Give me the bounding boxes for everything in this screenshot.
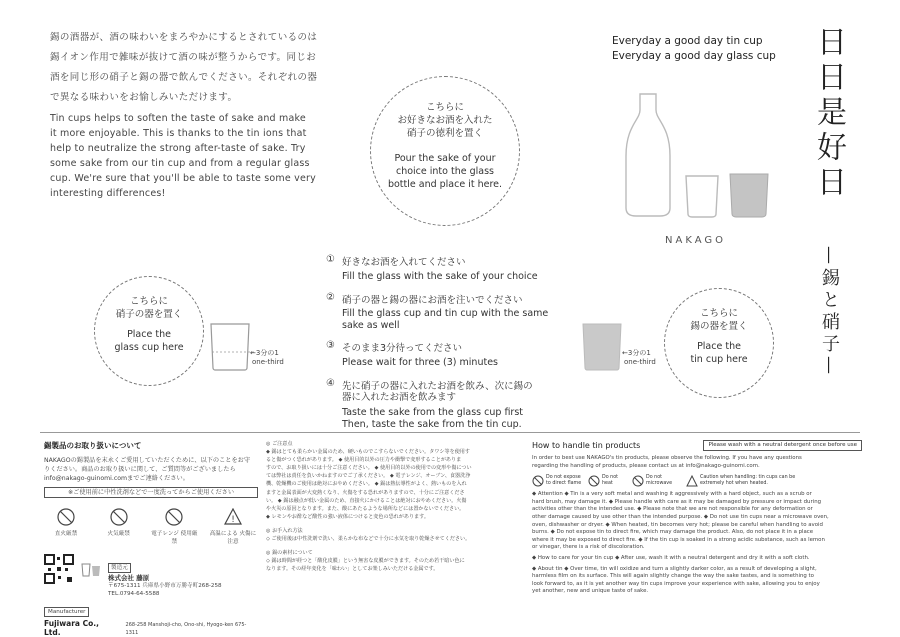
title-sub: —錫と硝子— [819,246,840,378]
qr-code-icon [44,554,74,584]
step-item [326,254,586,284]
one-third-en: one-third [252,358,284,366]
intro-jp [50,28,350,108]
care-en-line: where it may be exposed to direct fire. ◆ If the tin cup is soaked in a strong acidic substance, such as lemon [532,536,825,543]
icon-caption: 高温による 火傷に注意 [209,531,257,545]
title-main: 日日是好日 [811,26,846,201]
step-item [326,340,586,370]
care-en-title: How to handle tin products [532,441,641,450]
product-names [612,34,776,64]
glass-circle-en: glass cup here [114,342,184,353]
care-en-line: harmless film on its surface. This will again slightly change the way the sake tastes, and is something to [532,573,814,580]
care-en-intro [532,455,862,470]
tin-circle-jp: 錫の器を置く [690,321,748,332]
step-jp: 先に硝子の器に入れたお酒を飲み、次に錫の [342,381,533,392]
care-en-intro-line: In order to best use NAKAGO's tin products, please observe the following. If you have any questions [532,455,802,461]
company-tel: TEL.0794-64-5588 [108,591,160,597]
one-third-label-right [622,349,656,367]
care-en-attention [532,491,862,552]
icon-caption: Do not expose to direct flame [546,475,582,487]
bottle-circle-jp: 硝子の徳利を置く [406,128,483,139]
step-jp: そのまま3分待ってください [342,343,463,354]
notes-jp-line: ◆ 錫はとても柔らかい金属のため、硬いものでこすらないでください。タワシ等を使用す [266,449,470,456]
notes-jp-line: すので、お取り扱いには十分ご注意ください。 ◆ 使用目的以外の使用での変形や傷につい [266,465,472,472]
intro-en-line: interesting differences! [50,188,166,199]
icon-caption: Do not microwave [646,475,673,487]
cups-logo-icon [80,554,102,584]
step-number: ④ [326,378,335,389]
step-number: ① [326,254,335,265]
no-heat-icon [588,475,600,487]
icon-caption: 直火厳禁 [54,531,78,537]
tin-circle-en: Place the [697,341,741,352]
care-en-line: ◆ About tin ◆ Over time, tin will oxidize and turn a slightly darker color, as a result of developing a slight, [532,565,817,572]
step-item [326,292,586,332]
no-flame-icon [532,475,544,487]
step-en: Then, taste the sake from the tin cup. [342,419,522,430]
bottle-circle-en: choice into the glass [395,166,494,177]
steps-list [326,254,586,431]
notes-jp-line: ますと金属表面が大変熱くなり、火傷をする恐れがありますので、十分にご注意くださ [266,489,465,496]
tin-cup-icon [580,320,628,372]
care-en-line: burns. ◆ Do not expose tin to direct fire, which may damage the product. Also, do not place it in a place [532,529,814,536]
section-divider [40,432,860,433]
company-address-en: 268-258 Manshoji-cho, Ono-shi, Hyogo-ken 675-1311 [125,622,247,636]
maker-label: 製造元 [108,563,131,573]
care-jp-intro-line: りください。商品のお取り扱いに関して、ご質問等がございましたら [44,466,236,473]
care-en-line: activities other than the intended use. ◆ Please note that we are not responsible for any deformation or [532,506,813,513]
step-number: ② [326,292,335,303]
glass-circle-jp: 硝子の器を置く [115,309,183,320]
glass-cup-placement-circle [94,276,204,386]
brand-logo-text: NAKAGO [665,235,726,246]
bottle-outline [626,94,670,216]
step-jp: 器に入れたお酒を飲みます [342,392,457,403]
glass-circle-jp: こちらに [129,296,168,307]
care-jp-intro [44,456,258,483]
product-name-tin: Everyday a good day tin cup [612,35,763,47]
no-microwave-item [149,508,199,546]
step-jp: 硝子の器と錫の器にお酒を注いでください [342,295,523,306]
company-address: 〒675-1311 兵庫県小野市万勝寺町268-258 [108,583,222,589]
intro-en-line: some sake from our tin cup and from a regular glass [50,158,310,169]
caution-icon [224,508,242,526]
step-en: Fill the glass with the sake of your choice [342,271,538,282]
care-en-banner: Please wash with a neutral detergent once before use [703,440,862,451]
glass-cup-icon [208,320,256,372]
intro-jp-line: 錫の酒器が、酒の味わいをまろやかにするとされているのは [50,32,318,43]
care-en-line: hard brush, may damage it. ◆ Please handle with care as it may be damaged by pressure or impact during [532,498,822,505]
notes-jp-line: なります。その経年変化を「味わい」としてお楽しみいただける金属です。 [266,566,439,573]
hot-caution-item [208,508,258,546]
intro-en-line: cup. We're sure that you'll be able to taste some very [50,173,316,184]
maker-block [44,554,258,598]
maker-info [108,554,222,598]
company-name: 株式会社 藤原 [108,574,150,582]
product-name-glass: Everyday a good day glass cup [612,50,776,62]
one-third-jp: ←3分の1 [622,349,651,357]
care-en-line: oven, dishwasher or dryer. ◆ When heated, tin becomes very hot; please be careful when handling to avoid [532,521,823,528]
notes-jp-line: ◇ ご使用後は中性洗剤で洗い、柔らかな布などで十分に水気を取り乾燥させてください。 [266,536,471,543]
manufacturer-label: Manufacturer [44,607,89,617]
step-item [326,378,586,431]
notes-jp-line: ると傷がつく恐れがあります。 ◆ 使用目的以外の圧力や衝撃で変形することがありま [266,457,462,464]
notes-jp-heading: ◎ 錫の素材について [266,550,313,557]
bottle-placement-circle [370,76,520,226]
step-jp: 好きなお酒を入れてください [342,257,466,268]
no-microwave-icon [165,508,183,526]
intro-en-line: it more enjoyable. This is thanks to the tin ions that [50,128,307,139]
no-microwave-icon [632,475,644,487]
bottle-circle-jp: お好きなお酒を入れた [397,115,493,126]
tin-cup-shape [730,174,768,217]
care-jp-intro-line: info@nakago-guinomi.comまでご連絡ください。 [44,475,189,482]
care-en-section [532,440,862,596]
step-number: ③ [326,340,335,351]
caution-icon [686,475,698,487]
company-name-en: Fujiwara Co., Ltd. [44,619,99,637]
care-en-line: or vinegar, there is a risk of discoloration. [532,544,645,551]
one-third-label-left [250,349,284,367]
product-illustration [610,86,780,221]
intro-en-line: help to neutralize the strong after-taste of sake. Try [50,143,306,154]
icon-caption: 火気厳禁 [107,531,130,537]
no-fire-item [97,508,141,546]
care-jp-icons [44,508,258,546]
care-en-line: look forward to, as it is yet another way tin cups improve your experience with sake, allowing you to enjoy [532,580,820,587]
notes-jp-line: い。 ◆ 錫は融点が低い金属のため、直接火にかけることは絶対におやめください。火傷 [266,497,467,504]
notes-jp-section [266,440,526,573]
care-jp-intro-line: NAKAGOの錫製品を末永くご愛用していただくために、以下のことをお守 [44,457,251,464]
bottle-circle-en: Pour the sake of your [394,153,496,164]
intro-en-line: Tin cups helps to soften the taste of sake and make [50,113,306,124]
icon-caption: 電子レンジ 使用厳禁 [151,531,198,545]
care-jp-title: 錫製品のお取り扱いについて [44,441,142,450]
no-flame-item [44,508,88,546]
notes-jp-line: 機、乾燥機のご使用は絶対におやめください。 ◆ 錫は熱伝導性がよく、熱いものを入れ [266,481,467,488]
care-en-about [532,566,862,596]
tin-cup-placement-circle [664,288,774,398]
notes-jp-line: ◇ 錫は時間が経つと「酸化皮膜」という無害な皮膜ができます。そのため若干暗い色に [266,558,465,565]
care-en-icons [532,475,862,487]
notes-jp-heading: ◎ お手入れ方法 [266,527,303,534]
one-third-jp: ←3分の1 [250,349,279,357]
step-en: sake as well [342,320,400,331]
one-third-en: one-third [624,358,656,366]
intro-jp-line: で異なる味わいをお愉しみいただけます。 [50,92,238,103]
care-en-intro-line: regarding the handling of products, please contact us at info@nakago-guinomi.com. [532,462,760,469]
intro-jp-line: 錫イオン作用で雑味が抜けて酒の味が整うからです。同じお [50,52,317,63]
tin-circle-en: tin cup here [690,354,748,365]
notes-jp-line: や火災の原因となります。また、酸にあたるような場所などには置かないでください。 [266,505,465,512]
bottle-circle-en: bottle and place it here. [387,179,503,190]
notes-jp-line: ◆ レモンやお酢など酸性の強い液体につけると変色の恐れがあります。 [266,513,429,520]
step-en: Taste the sake from the glass cup first [342,407,524,418]
no-fire-icon [110,508,128,526]
no-flame-icon [57,508,75,526]
glass-cup-outline [686,176,718,217]
care-en-how-to: ◆ How to care for your tin cup ◆ After use, wash it with a neutral detergent and dry it with a soft cloth. [532,554,810,561]
intro-en [50,111,350,201]
care-en-line: ◆ Attention ◆ Tin is a very soft metal and washing it aggressively with a hard object, such as a scrub or [532,491,812,498]
icon-caption: Caution when handling: tin cups can be extremely hot when heated. [700,475,796,487]
notes-jp-heading: ◎ ご注意点 [266,441,293,447]
glass-circle-en: Place the [127,329,171,340]
tin-circle-jp: こちらに [699,308,738,319]
notes-jp-line: ては弊社は責任を負いかねますのでご了承ください。 ◆ 電子レンジ、オーブン、食器洗浄 [266,473,471,480]
care-en-line: other damage caused by use other than the intended purpose. ◆ Do not use tin cups near a microwave oven, [532,513,829,520]
bottle-circle-jp: こちらに [425,102,464,113]
intro-jp-line: 酒を同じ形の硝子と錫の器で飲んでください。それぞれの器 [50,72,318,83]
care-en-line: yet another, new and unique taste of sake. [532,588,649,595]
care-jp-banner: ※ご使用前に中性洗剤などで一度洗ってからご使用ください [44,487,258,498]
step-en: Fill the glass cup and tin cup with the same [342,308,549,319]
svg-text:!: ! [231,515,235,525]
care-jp-section [44,440,258,637]
step-en: Please wait for three (3) minutes [342,357,498,368]
icon-caption: Do not heat [602,475,619,487]
